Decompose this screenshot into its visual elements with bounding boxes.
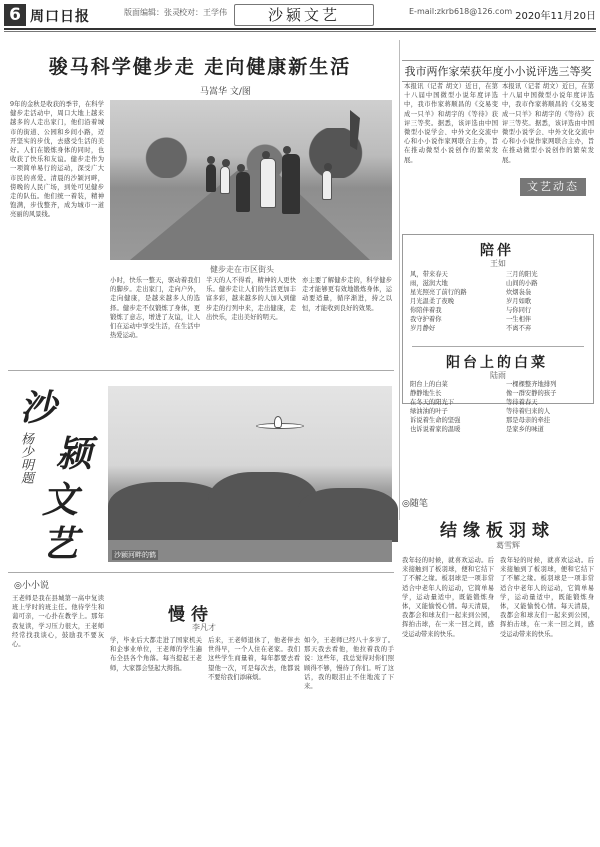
page-number: 6 bbox=[4, 4, 26, 26]
section-title: 沙颍文艺 bbox=[234, 4, 374, 26]
poem-line: 岁月静好 bbox=[410, 325, 436, 332]
divider bbox=[8, 572, 394, 573]
poem1-title: 陪伴 bbox=[480, 243, 514, 259]
calligraphy-artwork bbox=[12, 380, 100, 565]
poem-line: 等待着归来的人 bbox=[506, 408, 551, 415]
poem-line: 你陪伴着我 bbox=[410, 307, 442, 314]
divider bbox=[8, 370, 394, 371]
poem-line: 绿油油的叶子 bbox=[410, 408, 448, 415]
poem-line: 星光照亮了前行的路 bbox=[410, 289, 467, 296]
sidebar-news-col1: 本报讯（记者 胡文）近日，在第十八届中国微型小说年度评选中，我市作家蒋顺昌的《交易变成一只羊》和胡宇的《等待》获评三等奖。据悉，该评选由中国微型小说学会、中外文化交流中心和小小说作家网联合主办，旨在推动微型小说创作的繁荣发展。 bbox=[404, 83, 498, 164]
main-article-title: 骏马科学健步走 走向健康新生活 bbox=[48, 56, 352, 78]
poem1-author: 王如 bbox=[490, 259, 506, 268]
photo-road bbox=[130, 170, 370, 260]
poem2-author: 陆雨 bbox=[490, 371, 506, 380]
calligraphy-char: 艺 bbox=[42, 523, 79, 565]
photo-runner bbox=[220, 166, 230, 194]
poem-line: 岁月如歌 bbox=[506, 298, 532, 305]
editor-info: 版面编辑：张灵 bbox=[124, 8, 180, 17]
poem-line: 山间的小路 bbox=[506, 280, 538, 287]
essay-label: ◎随笔 bbox=[402, 499, 428, 509]
header-rule-thin bbox=[4, 31, 596, 32]
story-col4: 如今，王老师已经八十多岁了。那天我去看他，他拉着我的手说：这些年，我总觉得对你们照顾得不够，慢待了你们。听了这话，我的眼泪止不住地流了下来。 bbox=[304, 637, 394, 691]
crane-photo-caption: 沙颍河畔的鹤 bbox=[114, 551, 156, 559]
photo-bush bbox=[298, 488, 398, 542]
main-article-byline: 马嵩华 文/图 bbox=[200, 87, 251, 97]
crane-bird bbox=[256, 420, 302, 430]
poem-line: 不离不弃 bbox=[506, 325, 532, 332]
poem-line: 雨，滋润大地 bbox=[410, 280, 448, 287]
photo-runner bbox=[282, 154, 300, 214]
essay-col2: 我年轻的时候，就喜欢运动。后来接触到了板羽球，便和它结下了不解之缘。板羽球是一项非常适合中老年人的运动，它简单易学，运动量适中，既能锻炼身体，又能愉悦心情。每天清晨，我都会和球友们一起来到公园，挥拍击球，在一来一回之间，感受运动带来的快乐。 bbox=[500, 557, 594, 638]
poem-line: 诉说着生命的坚强 bbox=[410, 417, 461, 424]
poem2-lines-right bbox=[506, 380, 590, 433]
main-article-col2: 小时，快乐一整天，驱动着我们的脚步。走出家门，走向户外，走向健康，是越来越多人的选择。健步走不仅锻炼了身体，更锻炼了意志，增进了友谊，让人们在运动中享受生活，在生活中热爱运动。 bbox=[110, 277, 200, 340]
poem-line: 也诉说着家的温暖 bbox=[410, 426, 461, 433]
essay-author: 葛雪辉 bbox=[496, 541, 520, 550]
poem-line: 是家乡的味道 bbox=[506, 426, 544, 433]
poem-line: 一棵棵整齐地排列 bbox=[506, 381, 557, 388]
poem-line: 在冬天的阳光下 bbox=[410, 399, 455, 406]
poem-line: 三月的阳光 bbox=[506, 271, 538, 278]
poem-line: 与你同行 bbox=[506, 307, 532, 314]
poem-line: 阳台上的白菜 bbox=[410, 381, 448, 388]
page-header bbox=[4, 4, 596, 30]
header-rule bbox=[4, 28, 596, 30]
issue-date: 2020年11月20日 bbox=[515, 11, 596, 22]
poem-line: 等待着春天 bbox=[506, 399, 538, 406]
poem-line: 月光温柔了夜晚 bbox=[410, 298, 455, 305]
poem1-lines-left bbox=[410, 270, 496, 333]
sidebar-news-title: 我市两作家荣获年度小小说评选三等奖 bbox=[402, 60, 594, 82]
story-title: 慢待 bbox=[168, 605, 214, 625]
poem1-lines-right bbox=[506, 270, 590, 333]
paper-name: 周口日报 bbox=[30, 9, 90, 25]
calligraphy-char: 颍 bbox=[56, 433, 93, 475]
main-article-col1: 9年的金秋是收获的季节，在科学健步走活动中，周口大地上越来越多的人走出家门，他们沿着城市的街道、公园和乡间小路，迈开坚实的步伐，去感受生活的美好。人们在锻炼身体的同时，也收获了快乐和友谊。健步走作为一项简单易行的运动，深受广大市民的喜爱。清晨的沙颍河畔，傍晚的人民广场，到处可见健步走的队伍。他们统一着装，精神饱满，步伐整齐，成为城市一道亮丽的风景线。 bbox=[10, 101, 104, 219]
photo-runner bbox=[260, 158, 276, 208]
photo-runner bbox=[322, 170, 332, 200]
story-label: ◎小小说 bbox=[14, 581, 49, 591]
essay-col1: 我年轻的时候，就喜欢运动。后来接触到了板羽球，便和它结下了不解之缘。板羽球是一项非常适合中老年人的运动，它简单易学，运动量适中，既能锻炼身体，又能愉悦心情。每天清晨，我都会和球友们一起来到公园，挥拍击球，在一来一回之间，感受运动带来的快乐。 bbox=[402, 557, 494, 638]
main-article-col4: 亦主要了解健步走的，科学健步走才能够更有效地锻炼身体，运动要适量，循序渐进，持之以恒，才能收到良好的效果。 bbox=[302, 277, 392, 312]
poem-line: 那是母亲的牵挂 bbox=[506, 417, 551, 424]
calligraphy-char: 沙 bbox=[20, 387, 57, 429]
poem2-lines-left bbox=[410, 380, 496, 433]
sidebar-news-col2: 本报讯（记者 胡文）近日，在第十八届中国微型小说年度评选中，我市作家蒋顺昌的《交易变成一只羊》和胡宇的《等待》获评三等奖。据悉，该评选由中国微型小说学会、中外文化交流中心和小小说作家网联合主办，旨在推动微型小说创作的繁荣发展。 bbox=[502, 83, 594, 164]
poem-line: 静静地生长 bbox=[410, 390, 442, 397]
story-author: 李凡才 bbox=[192, 623, 216, 632]
poem-line: 像一群安静的孩子 bbox=[506, 390, 557, 397]
main-article-photo bbox=[110, 100, 392, 260]
main-article-col3: 半天的人不得看，精神的人更快乐。健步走让人们的生活更加丰富多彩，越来越多的人加入到健步走的行列中来，走出健康，走出快乐，走出美好的明天。 bbox=[206, 277, 296, 321]
email-info: E-mail:zkrb618@126.com bbox=[409, 7, 513, 16]
photo-runner bbox=[236, 172, 250, 212]
literary-news-label: 文艺动态 bbox=[520, 178, 586, 196]
proofreader-info: 校对：王学伟 bbox=[179, 8, 227, 17]
poem-line: 炊烟袅袅 bbox=[506, 289, 532, 296]
poem-line: 我守护着你 bbox=[410, 316, 442, 323]
calligraphy-signature: 杨少明题 bbox=[18, 432, 33, 484]
story-col1: 王老师是我在县城第一高中复读班上学时的班主任。他待学生和蔼可亲，一心扑在教学上。那年我复读，学习压力很大，王老师经常找我谈心，鼓励我不要灰心。 bbox=[12, 595, 104, 649]
poem-line: 一生相伴 bbox=[506, 316, 532, 323]
photo-runner bbox=[206, 164, 216, 192]
poem-line: 风，带来春天 bbox=[410, 271, 448, 278]
calligraphy-char: 文 bbox=[42, 479, 79, 521]
essay-title: 结缘板羽球 bbox=[440, 521, 555, 541]
story-col3: 后来，王老师退休了，他老伴去世得早，一个人住在老家。我们这些学生商量着，每年都要去看望他一次，可是每次去，他都说不要给我们添麻烦。 bbox=[208, 637, 300, 681]
divider bbox=[412, 346, 584, 347]
main-photo-caption: 健步走在市区街头 bbox=[210, 265, 274, 274]
crane-photo bbox=[108, 386, 392, 562]
sidebar-divider bbox=[399, 40, 400, 520]
story-col2: 学，毕业后大都走进了国家机关和企事业单位，王老师的学生遍布全县各个角落。每当提起王老师，大家都会竖起大拇指。 bbox=[110, 637, 202, 672]
poem2-title: 阳台上的白菜 bbox=[446, 355, 548, 371]
